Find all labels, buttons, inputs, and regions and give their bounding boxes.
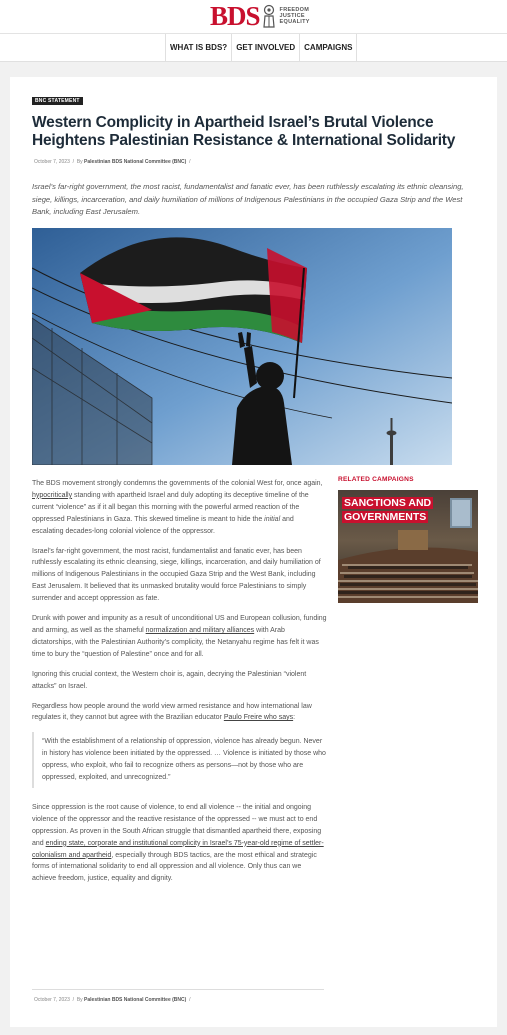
paragraph-3: Drunk with power and impunity as a result of unconditional US and European collusion, funding and arming, as well as the shameful normalization and military alliances with Arab dictatorships, with the Palestinian Authority’s complicity, the Netanyahu regime has felt it was time to bury the “question of Palestine” once and for all. <box>32 615 327 658</box>
nav-menu <box>165 34 357 62</box>
article-meta-top: October 7, 2023 / By Palestinian BDS National Committee (BNC) / <box>34 159 191 165</box>
logo-tagline: FREEDOM JUSTICE EQUALITY <box>279 7 310 25</box>
hero-image <box>32 228 452 465</box>
link-hypocritically[interactable]: hypocritically <box>32 491 73 499</box>
article-title: Western Complicity in Apartheid Israel’s Brutal Violence Heightens Palestinian Resistance & International Solidarity <box>32 114 456 149</box>
palestinian-flag-photo-icon <box>32 228 452 465</box>
freire-quote: “With the establishment of a relationship of oppression, violence has already begun. Never in history has violence been initiated by the oppressed. … Violence is initiated by those who oppress, who exploit, who fail to recognize others as persons—not by those who are oppressed, exploited, and unrecognized.” <box>32 732 327 788</box>
article-footer-divider <box>32 989 324 990</box>
related-campaign-label[interactable]: SANCTIONS AND GOVERNMENTS <box>344 497 432 523</box>
paragraph-6: Since oppression is the root cause of violence, to end all violence -- the initial and ongoing violence of the oppressor and the reactive resistance of the oppressed -- we must act to end oppression. As proven in the South African struggle that dismantled apartheid there, exposing and ending state, corporate and institutional complicity in Israel’s 75-year-old regime of settler-colonialism and apartheid, especially through BDS tactics, are the most ethical and strategic forms of international solidarity to end all oppression and all violence. Only thus can we achieve freedom, justice, equality and dignity. <box>32 803 324 883</box>
paragraph-2: Israel’s far-right government, the most racist, fundamentalist and fanatic ever, has been ruthlessly escalating its ethnic cleansing, siege, killings, incarceration, and daily humiliation of millions of Indigenous Palestinians in the occupied Gaza Strip and the West Bank, including East Jerusalem. It believed that its unmasked brutality would force Palestinians to simply surrender and accept oppression as fate. <box>32 547 321 603</box>
article-meta-bottom: October 7, 2023 / By Palestinian BDS National Committee (BNC) / <box>34 997 191 1003</box>
article-date: October 7, 2023 <box>34 159 70 165</box>
article-date-footer: October 7, 2023 <box>34 997 70 1003</box>
nav-item-what-is-bds[interactable]: WHAT IS BDS? <box>165 34 231 62</box>
related-campaigns-title: RELATED CAMPAIGNS <box>338 476 414 483</box>
article-author[interactable]: Palestinian BDS National Committee (BNC) <box>84 159 187 165</box>
main-nav <box>0 34 507 62</box>
paragraph-4: Ignoring this crucial context, the Western choir is, again, decrying the Palestinian “violent attacks” on Israel. <box>32 670 307 690</box>
category-badge[interactable]: BNC STATEMENT <box>32 97 83 105</box>
logo-text: BDS <box>210 1 260 31</box>
paragraph-1: The BDS movement strongly condemns the governments of the colonial West for, once again, hypocritically standing with apartheid Israel and duly adopting its deceptive timeline of the current “violence” as if it all began this morning with the powerful armed reaction of the oppressed Palestinians in Gaza. This skewed timeline is meant to hide the initial and escalating decades-long colonial violence of the oppressor. <box>32 480 323 535</box>
paragraph-5: Regardless how people around the world view armed resistance and how international law regulates it, they cannot but agree with the Brazilian educator Paulo Freire who says: <box>32 702 312 722</box>
related-campaign-card[interactable] <box>338 490 478 603</box>
article-author-footer[interactable]: Palestinian BDS National Committee (BNC) <box>84 997 187 1003</box>
site-logo[interactable] <box>210 2 310 30</box>
logo-figure-icon <box>262 4 276 28</box>
by-label: By <box>76 159 83 165</box>
nav-item-get-involved[interactable]: GET INVOLVED <box>231 34 299 62</box>
nav-item-campaigns[interactable]: CAMPAIGNS <box>299 34 357 62</box>
link-ending-complicity[interactable]: ending state, corporate and institutional complicity in Israel’s 75-year-old regime of settler-colonialism and apartheid <box>32 839 324 859</box>
article-lead: Israel’s far-right government, the most racist, fundamentalist and fanatic ever, has been ruthlessly escalating its ethnic cleansing, siege, killings, incarceration, and daily humiliation of millions of Indigenous Palestinians in the occupied Gaza Strip and the West Bank, including East Jerusalem. <box>32 182 464 216</box>
site-header <box>0 0 507 34</box>
article-body <box>32 478 327 893</box>
link-normalization[interactable]: normalization and military alliances <box>145 626 255 634</box>
link-paulo-freire[interactable]: Paulo Freire who says <box>223 714 294 722</box>
